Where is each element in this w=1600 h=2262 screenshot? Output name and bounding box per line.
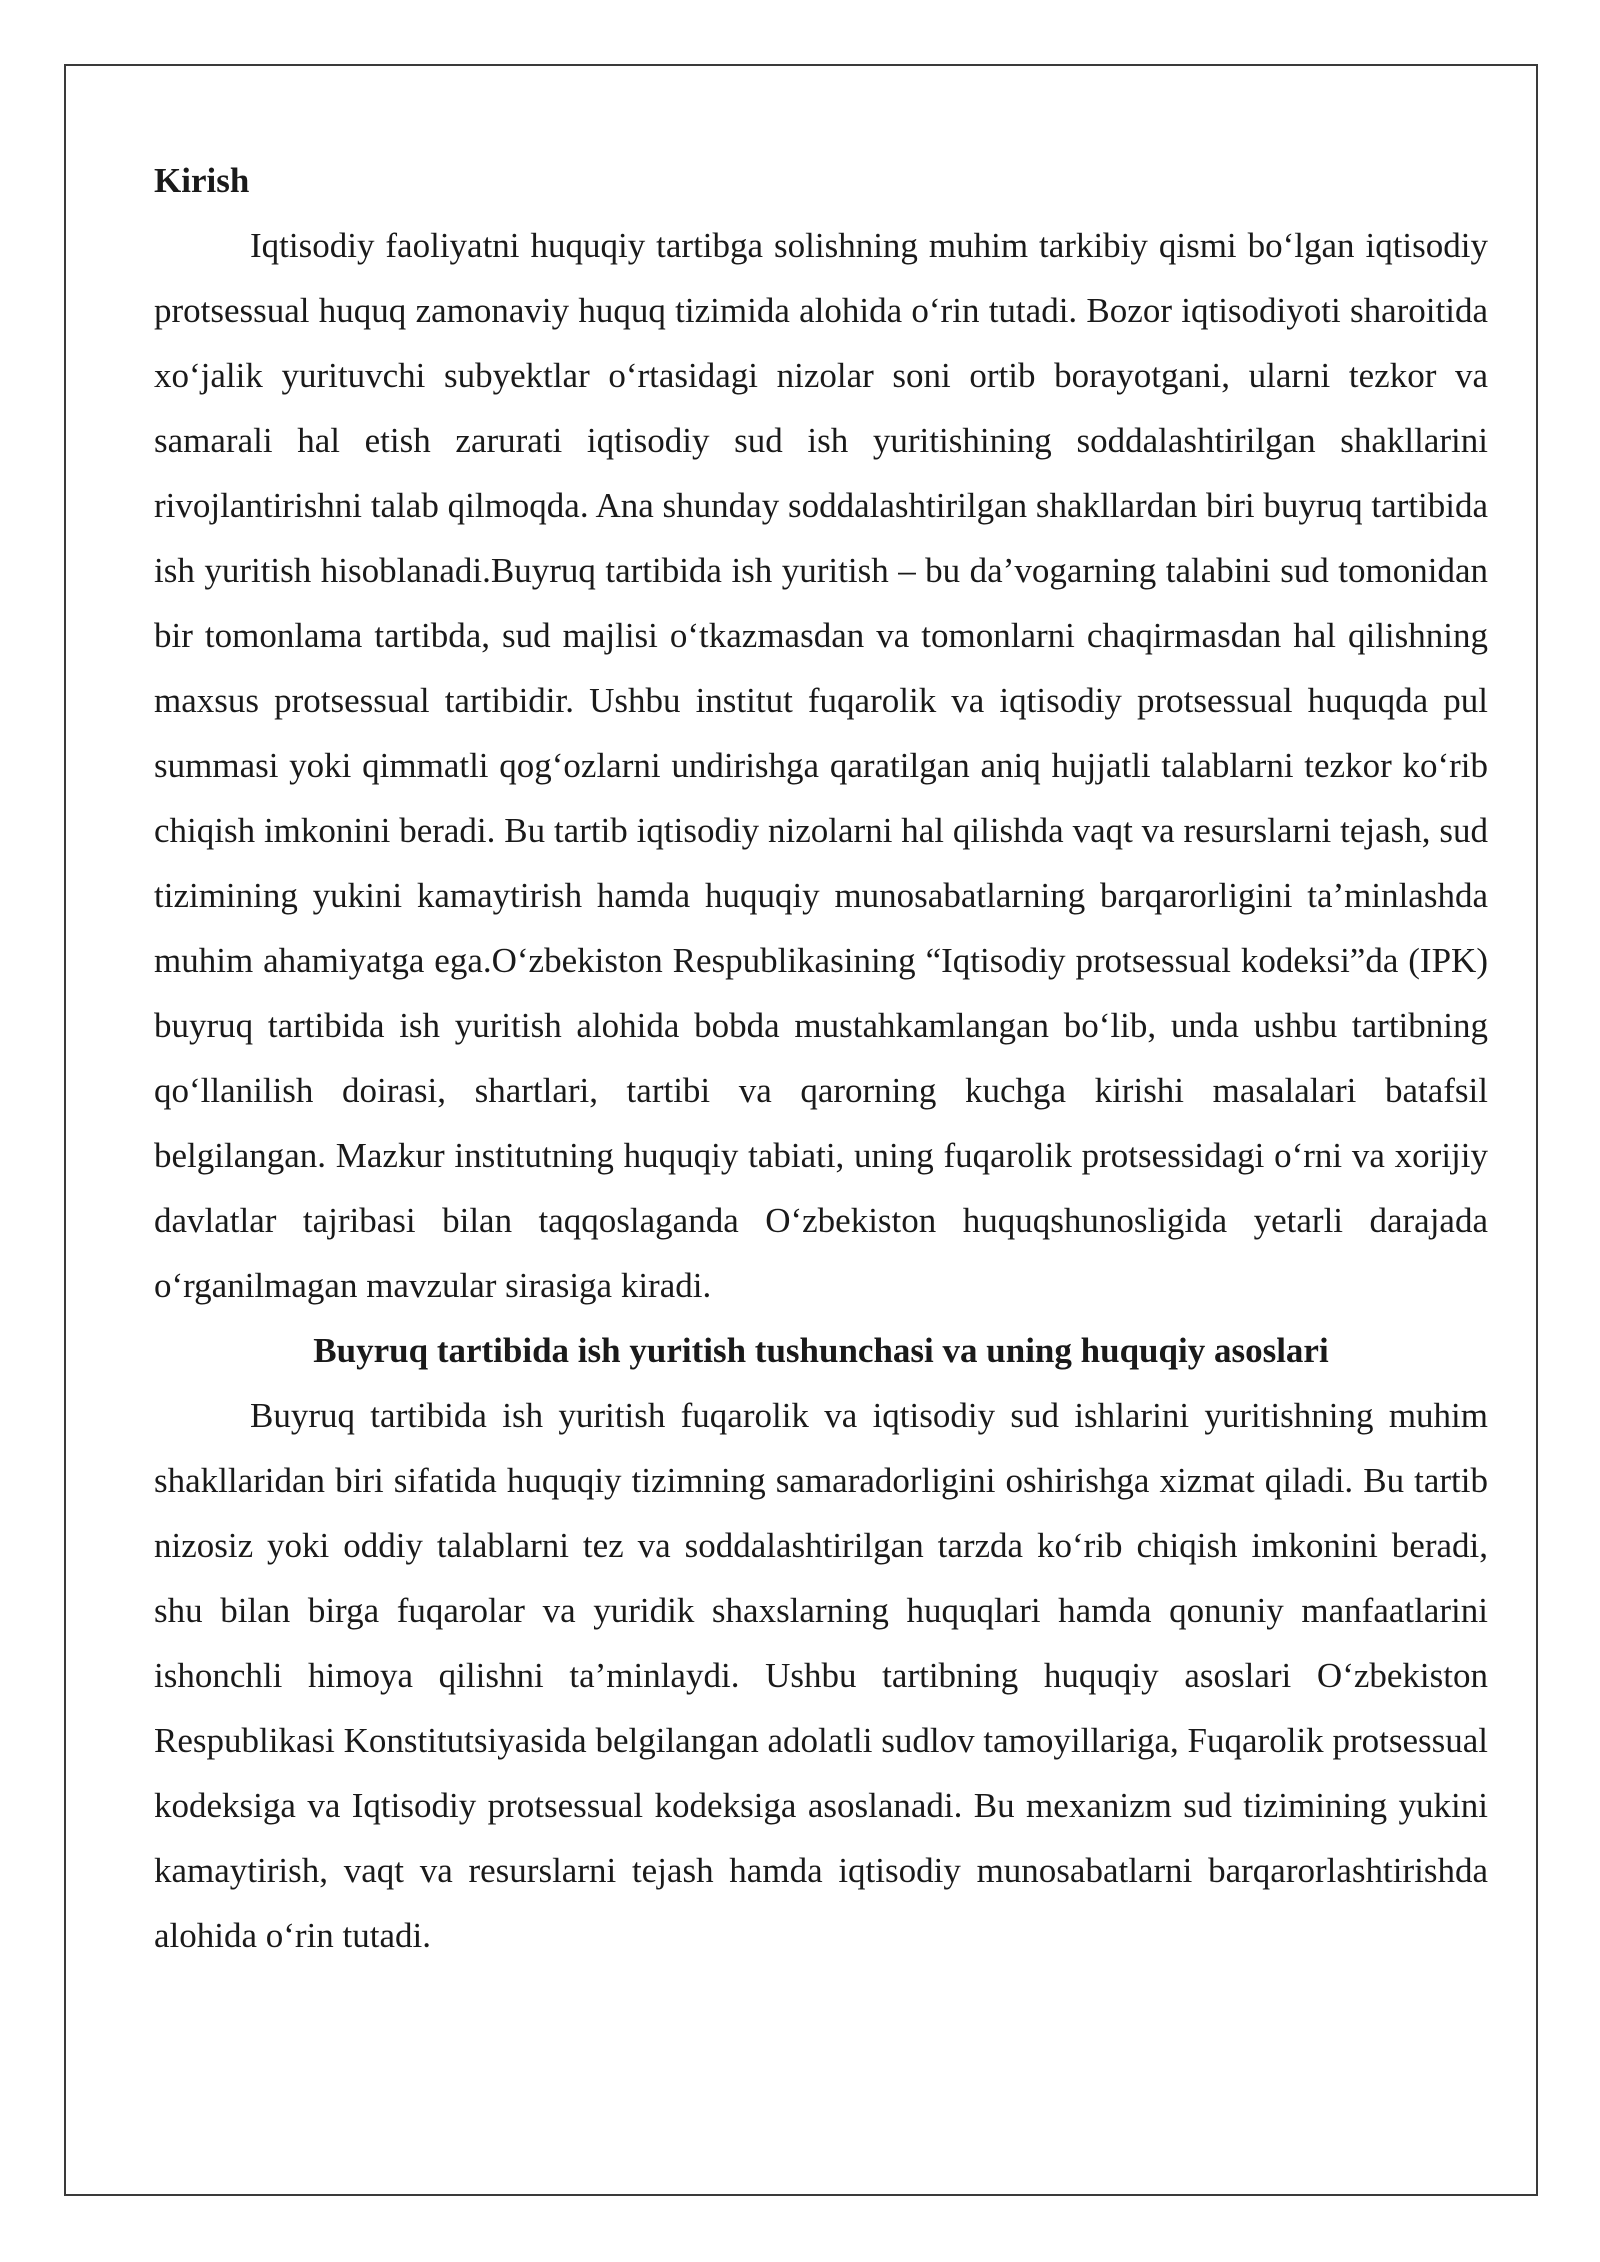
section-heading: Buyruq tartibida ish yuritish tushunchasi va uning huquqiy asoslari (313, 1331, 1329, 1370)
document-body (154, 148, 1488, 1968)
intro-heading: Kirish (154, 161, 250, 200)
document-page (64, 64, 1538, 2196)
intro-paragraph: Iqtisodiy faoliyatni huquqiy tartibga solishning muhim tarkibiy qismi boʻlgan iqtisodiy protsessual huquq zamonaviy huquq tizimida alohida oʻrin tutadi. Bozor iqtisodiyoti sharoitida xoʻjalik yurituvchi subyektlar oʻrtasidagi nizolar soni ortib borayotgani, ularni tezkor va samarali hal etish zarurati iqtisodiy sud ish yuritishining soddalashtirilgan shakllarini rivojlantirishni talab qilmoqda. Ana shunday soddalashtirilgan shakllardan biri buyruq tartibida ish yuritish hisoblanadi.Buyruq tartibida ish yuritish – bu da’vogarning talabini sud tomonidan bir tomonlama tartibda, sud majlisi oʻtkazmasdan va tomonlarni chaqirmasdan hal qilishning maxsus protsessual tartibidir. Ushbu institut fuqarolik va iqtisodiy protsessual huquqda pul summasi yoki qimmatli qogʻozlarni undirishga qaratilgan aniq hujjatli talablarni tezkor koʻrib chiqish imkonini beradi. Bu tartib iqtisodiy nizolarni hal qilishda vaqt va resurslarni tejash, sud tizimining yukini kamaytirish hamda huquqiy munosabatlarning barqarorligini ta’minlashda muhim ahamiyatga ega.Oʻzbekiston Respublikasining “Iqtisodiy protsessual kodeksi”da (IPK) buyruq tartibida ish yuritish alohida bobda mustahkamlangan boʻlib, unda ushbu tartibning qoʻllanilish doirasi, shartlari, tartibi va qarorning kuchga kirishi masalalari batafsil belgilangan. Mazkur institutning huquqiy tabiati, uning fuqarolik protsessidagi oʻrni va xorijiy davlatlar tajribasi bilan taqqoslaganda Oʻzbekiston huquqshunosligida yetarli darajada oʻrganilmagan mavzular sirasiga kiradi. (154, 226, 1488, 1305)
section-paragraph: Buyruq tartibida ish yuritish fuqarolik va iqtisodiy sud ishlarini yuritishning muhim shakllaridan biri sifatida huquqiy tizimning samaradorligini oshirishga xizmat qiladi. Bu tartib nizosiz yoki oddiy talablarni tez va soddalashtirilgan tarzda koʻrib chiqish imkonini beradi, shu bilan birga fuqarolar va yuridik shaxslarning huquqlari hamda qonuniy manfaatlarini ishonchli himoya qilishni ta’minlaydi. Ushbu tartibning huquqiy asoslari Oʻzbekiston Respublikasi Konstitutsiyasida belgilangan adolatli sudlov tamoyillariga, Fuqarolik protsessual kodeksiga va Iqtisodiy protsessual kodeksiga asoslanadi. Bu mexanizm sud tizimining yukini kamaytirish, vaqt va resurslarni tejash hamda iqtisodiy munosabatlarni barqarorlashtirishda alohida oʻrin tutadi. (154, 1396, 1488, 1955)
